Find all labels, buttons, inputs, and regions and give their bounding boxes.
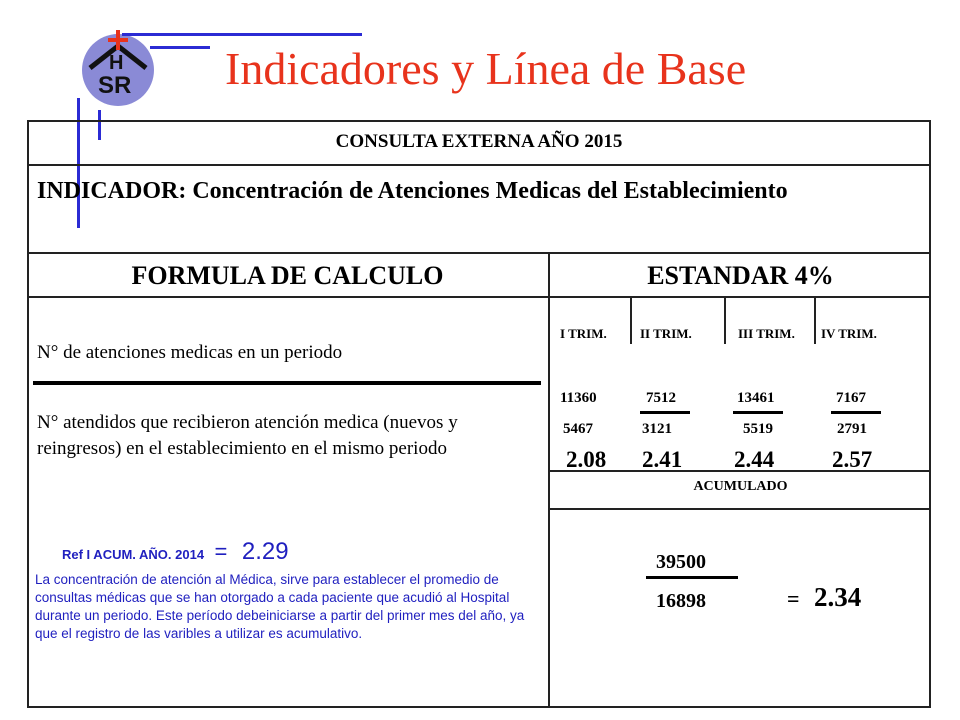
- quarter-label: IV TRIM.: [821, 326, 877, 341]
- reference-line: [62, 538, 289, 566]
- quarter-numerator: 13461: [737, 390, 775, 406]
- hsr-logo: [78, 28, 158, 108]
- formula-denominator: N° atendidos que recibieron atención medica (nuevos y reingresos) en el establecimiento en el mismo periodo: [37, 412, 458, 459]
- quarter-label: III TRIM.: [738, 326, 795, 341]
- quarter-numerator: 7512: [646, 390, 676, 406]
- description-text: La concentración de atención al Médica, sirve para establecer el promedio de consultas médicas que se han otorgado a cada paciente que acudió al Hospital durante un periodo. Este período debeiniciarse a partir del primer mes del año, ya que el registro de las varibles a utilizar es acumulativo.: [35, 572, 525, 641]
- quarter-numerator: 11360: [560, 390, 597, 406]
- formula-fraction-line: [33, 381, 541, 385]
- quarter-label: I TRIM.: [560, 326, 607, 341]
- row-divider-2: [27, 252, 931, 254]
- quarter-numerator: 7167: [836, 390, 866, 406]
- table-caption: CONSULTA EXTERNA AÑO 2015: [335, 131, 623, 152]
- quarter-denominator: 5467: [563, 421, 593, 437]
- page-title: Indicadores y Línea de Base: [225, 43, 747, 94]
- reference-equals: =: [214, 539, 228, 564]
- decor-line-top: [122, 33, 362, 36]
- row-divider-1: [27, 164, 931, 166]
- quarter-divider-1: [630, 296, 632, 344]
- quarter-denominator: 3121: [642, 421, 672, 437]
- quarter-fraction-line: [831, 411, 881, 414]
- quarter-divider-2: [724, 296, 726, 344]
- acumulado-denominator: 16898: [656, 590, 706, 612]
- acumulado-equals: =: [787, 586, 800, 611]
- row-divider-3: [27, 296, 931, 298]
- acumulado-label: ACUMULADO: [693, 479, 788, 494]
- quarter-fraction-line: [733, 411, 783, 414]
- quarter-divider-3: [814, 296, 816, 344]
- indicator-text: INDICADOR: Concentración de Atenciones Medicas del Establecimiento: [37, 178, 788, 204]
- quarter-result: 2.44: [734, 447, 775, 472]
- acumulado-numerator: 39500: [656, 551, 706, 573]
- quarter-result: 2.41: [642, 447, 683, 472]
- reference-label: Ref I ACUM. AÑO. 2014: [62, 547, 205, 562]
- quarter-fraction-line: [640, 411, 690, 414]
- reference-value: 2.29: [241, 538, 289, 565]
- acumulado-result: 2.34: [814, 582, 862, 612]
- quarter-result: 2.08: [566, 447, 607, 472]
- quarter-denominator: 2791: [837, 421, 867, 437]
- quarter-denominator: 5519: [743, 421, 773, 437]
- header-formula: FORMULA DE CALCULO: [131, 261, 444, 290]
- decor-line-top2: [150, 46, 210, 49]
- quarter-result: 2.57: [832, 447, 873, 472]
- formula-numerator: N° de atenciones medicas en un periodo: [37, 342, 343, 363]
- acumulado-fraction-line: [646, 576, 738, 579]
- quarter-label: II TRIM.: [640, 326, 692, 341]
- acumulado-bottom-line: [548, 508, 931, 510]
- logo-letter-h: H: [109, 52, 124, 74]
- header-standard: ESTANDAR 4%: [647, 261, 834, 290]
- logo-letters-sr: SR: [98, 72, 132, 99]
